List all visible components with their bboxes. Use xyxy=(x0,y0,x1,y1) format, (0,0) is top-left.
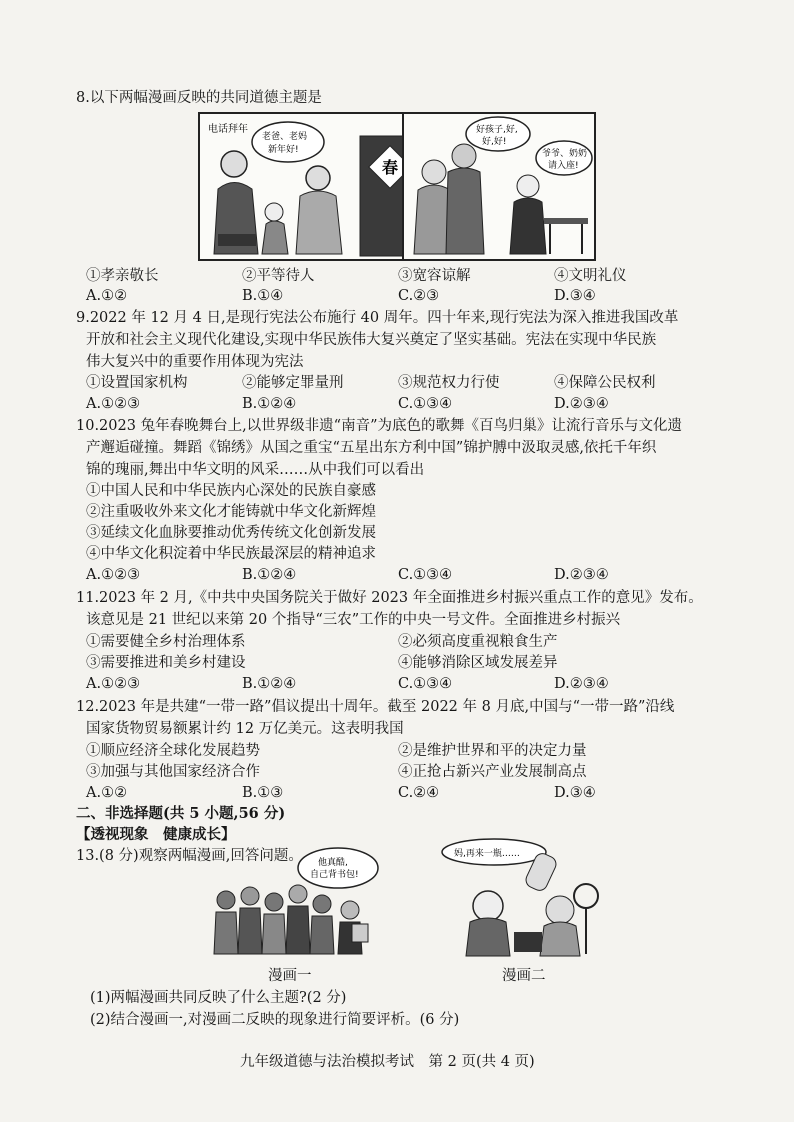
q8-bubble-left-1: 老爸、老妈 xyxy=(262,132,308,142)
q8-choice-a: A.①② xyxy=(86,288,128,304)
q12-items-row-1 xyxy=(86,741,726,761)
q11-choices xyxy=(86,674,726,694)
q9-choice-c: C.①③④ xyxy=(398,396,453,412)
q10-line-1: 10.2023 兔年春晚舞台上,以世界级非遗“南音”为底色的歌舞《百鸟归巢》让流行音乐与文化遗 xyxy=(76,418,683,434)
q10-item-3: ③延续文化血脉要推动优秀传统文化创新发展 xyxy=(86,525,376,541)
q8-bubble-right2-2: 请入座! xyxy=(548,161,579,171)
q13-cartoon-1-caption: 漫画一 xyxy=(268,968,312,984)
q9-item-3: ③规范权力行使 xyxy=(398,375,500,391)
q9-item-2: ②能够定罪量刑 xyxy=(242,375,344,391)
q13-sub-1: (1)两幅漫画共同反映了什么主题?(2 分) xyxy=(90,990,347,1006)
q8-choices xyxy=(86,286,726,306)
q8-items xyxy=(86,266,726,286)
q8-bubble-right2-1: 爷爷、奶奶 xyxy=(542,149,588,159)
q8-item-4: ④文明礼仪 xyxy=(554,268,627,284)
q13-c2-bubble: 妈,再来一瓶…… xyxy=(454,849,520,859)
q8-cartoon-right-art xyxy=(404,114,594,259)
q10-choice-a: A.①②③ xyxy=(86,567,141,583)
q11-items-row-1 xyxy=(86,632,726,652)
q8-caption-phone: 电话拜年 xyxy=(208,124,248,135)
q9-item-1: ①设置国家机构 xyxy=(86,375,188,391)
q13-c1-bubble-2: 自己背书包! xyxy=(310,870,359,880)
q11-line-1: 11.2023 年 2 月,《中共中央国务院关于做好 2023 年全面推进乡村振兴重点工作的意见》发布。 xyxy=(76,590,703,606)
q11-item-3: ③需要推进和美乡村建设 xyxy=(86,655,246,671)
q11-item-4: ④能够消除区域发展差异 xyxy=(398,655,558,671)
q8-bubble-left-2: 新年好! xyxy=(268,145,299,155)
q11-choice-a: A.①②③ xyxy=(86,676,141,692)
q11-choice-d: D.②③④ xyxy=(554,676,609,692)
q12-line-2: 国家货物贸易额累计约 12 万亿美元。这表明我国 xyxy=(86,721,404,737)
q9-line-1: 9.2022 年 12 月 4 日,是现行宪法公布施行 40 周年。四十年来,现行宪法为深入推进我国改革 xyxy=(76,310,679,326)
q9-line-3: 伟大复兴中的重要作用体现为宪法 xyxy=(86,354,304,370)
q10-line-2: 产邂逅碰撞。舞蹈《锦绣》从国之重宝“五星出东方利中国”锦护膊中汲取灵感,依托千年织 xyxy=(86,440,657,456)
q11-choice-c: C.①③④ xyxy=(398,676,453,692)
q10-item-4: ④中华文化积淀着中华民族最深层的精神追求 xyxy=(86,546,376,562)
q13-cartoon-2-art xyxy=(436,836,604,960)
q10-line-3: 锦的瑰丽,舞出中华文明的风采……从中我们可以看出 xyxy=(86,462,425,478)
q12-item-4: ④正抢占新兴产业发展制高点 xyxy=(398,764,587,780)
q8-choice-b: B.①④ xyxy=(242,288,284,304)
q8-item-2: ②平等待人 xyxy=(242,268,315,284)
q9-item-4: ④保障公民权利 xyxy=(554,375,656,391)
q9-choice-a: A.①②③ xyxy=(86,396,141,412)
q13-sub-2: (2)结合漫画一,对漫画二反映的现象进行简要评析。(6 分) xyxy=(90,1012,460,1028)
q13-cartoon-1 xyxy=(206,842,382,960)
q8-choice-c: C.②③ xyxy=(398,288,440,304)
q8-bubble-right-1: 好孩子,好, xyxy=(476,125,518,135)
q10-choice-c: C.①③④ xyxy=(398,567,453,583)
q8-item-3: ③宽容谅解 xyxy=(398,268,471,284)
q12-choice-c: C.②④ xyxy=(398,785,440,801)
q10-choices xyxy=(86,565,726,585)
q12-choice-a: A.①② xyxy=(86,785,128,801)
q11-choice-b: B.①②④ xyxy=(242,676,297,692)
q12-choice-d: D.③④ xyxy=(554,785,596,801)
q12-choice-b: B.①③ xyxy=(242,785,284,801)
q9-line-2: 开放和社会主义现代化建设,实现中华民族伟大复兴奠定了坚实基础。宪法在实现中华民族 xyxy=(86,332,657,348)
q10-item-1: ①中国人民和中华民族内心深处的民族自豪感 xyxy=(86,483,376,499)
q12-choices xyxy=(86,783,726,803)
q13-stem: 13.(8 分)观察两幅漫画,回答问题。 xyxy=(76,848,303,864)
q8-stem: 8.以下两幅漫画反映的共同道德主题是 xyxy=(76,90,322,106)
q8-item-1: ①孝亲敬长 xyxy=(86,268,159,284)
q12-line-1: 12.2023 年是共建“一带一路”倡议提出十周年。截至 2022 年 8 月底,中国与“一带一路”沿线 xyxy=(76,699,675,715)
q9-choice-d: D.②③④ xyxy=(554,396,609,412)
section-2-subtitle: 【透视现象 健康成长】 xyxy=(76,826,236,843)
q11-items-row-2 xyxy=(86,653,726,673)
q9-choice-b: B.①②④ xyxy=(242,396,297,412)
q11-line-2: 该意见是 21 世纪以来第 20 个指导“三农”工作的中央一号文件。全面推进乡村振兴 xyxy=(86,612,621,628)
q10-choice-d: D.②③④ xyxy=(554,567,609,583)
q9-items xyxy=(86,373,726,393)
q9-choices xyxy=(86,394,726,414)
q13-cartoon-2 xyxy=(436,836,604,960)
section-2-title: 二、非选择题(共 5 小题,56 分) xyxy=(76,805,286,822)
q12-items-row-2 xyxy=(86,762,726,782)
q12-item-2: ②是维护世界和平的决定力量 xyxy=(398,743,587,759)
q8-bubble-right-2: 好,好! xyxy=(482,137,507,147)
q12-item-1: ①顺应经济全球化发展趋势 xyxy=(86,743,260,759)
q11-item-2: ②必须高度重视粮食生产 xyxy=(398,634,558,650)
q10-item-2: ②注重吸收外来文化才能铸就中华文化新辉煌 xyxy=(86,504,376,520)
q13-cartoon-1-art xyxy=(206,842,382,960)
q8-door-char: 春 xyxy=(382,158,399,177)
q11-item-1: ①需要健全乡村治理体系 xyxy=(86,634,246,650)
q8-cartoon-right xyxy=(402,112,596,261)
q12-item-3: ③加强与其他国家经济合作 xyxy=(86,764,260,780)
page-footer: 九年级道德与法治模拟考试 第 2 页(共 4 页) xyxy=(240,1054,535,1070)
q10-choice-b: B.①②④ xyxy=(242,567,297,583)
q8-choice-d: D.③④ xyxy=(554,288,596,304)
q13-c1-bubble-1: 他真酷, xyxy=(318,858,348,868)
q13-cartoon-2-caption: 漫画二 xyxy=(502,968,546,984)
